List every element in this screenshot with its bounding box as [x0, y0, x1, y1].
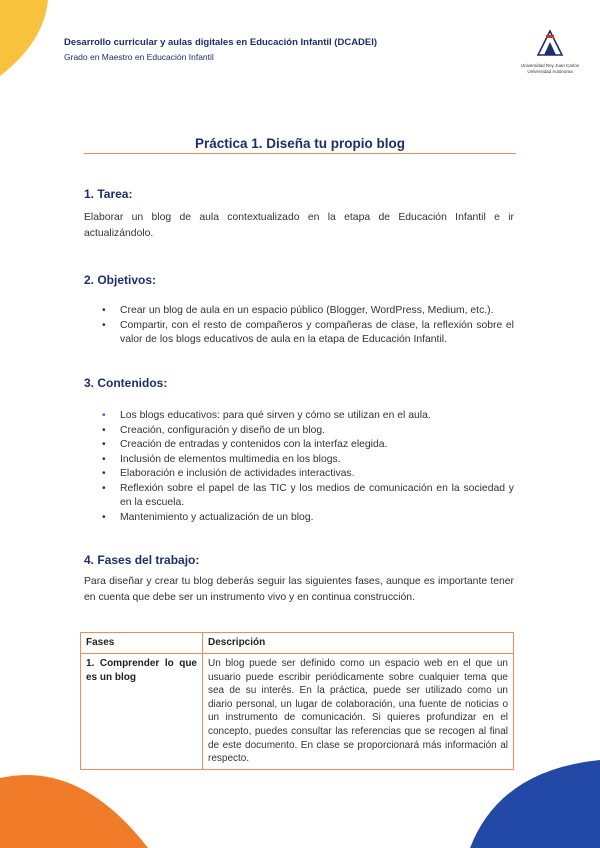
list-item: • Reflexión sobre el papel de las TIC y los medios de comunicación en la sociedad y en la escuela. [84, 482, 514, 511]
university-logo [520, 28, 580, 75]
top-left-decoration [0, 0, 60, 80]
header-program-title: Desarrollo curricular y aulas digitales en Educación Infantil (DCADEI) [64, 37, 378, 48]
table-header-row [81, 633, 514, 654]
tarea-text: Elaborar un blog de aula contextualizado en la etapa de Educación Infantil e ir actualizándolo. [84, 212, 514, 239]
title-underline [84, 153, 516, 154]
section-heading-tarea: 1. Tarea: [84, 187, 133, 201]
list-item: • Crear un blog de aula en un espacio público (Blogger, WordPress, Medium, etc.). [84, 304, 514, 319]
list-item: • Creación de entradas y contenidos con la interfaz elegida. [84, 438, 514, 453]
logo-text-line-2: Universidad Autónoma [527, 69, 573, 74]
section-heading-contenidos: 3. Contenidos: [84, 376, 168, 390]
table-row [81, 654, 514, 770]
list-item: • Mantenimiento y actualización de un blog. [84, 511, 514, 526]
bottom-right-decoration [430, 760, 600, 848]
list-item: • Los blogs educativos: para qué sirven y cómo se utilizan en el aula. [84, 409, 514, 424]
section-heading-fases: 4. Fases del trabajo: [84, 553, 200, 567]
document-title: Práctica 1. Diseña tu propio blog [194, 136, 406, 151]
header-degree-title: Grado en Maestro en Educación Infantil [64, 52, 214, 62]
contenidos-list [84, 409, 514, 525]
bottom-left-decoration [0, 768, 160, 848]
list-item: • Inclusión de elementos multimedia en los blogs. [84, 453, 514, 468]
table-header-fases: Fases [81, 633, 203, 654]
list-item: • Creación, configuración y diseño de un blog. [84, 424, 514, 439]
university-logo-mark [535, 28, 565, 58]
table-header-descripcion: Descripción [203, 633, 514, 654]
table-cell-description: Un blog puede ser definido como un espacio web en el que un usuario puede escribir periódicamente sobre cualquier tema que sea de su interés. En la práctica, puede ser utilizado como un diario personal, un lugar de colaboración, una fuente de noticias o un instrumento de comunicación. Si quieres profundizar en el concepto, puedes consultar las referencias que se recogen al final de este documento. En clase se proporcionará más información al respecto. [203, 654, 514, 770]
fases-table [80, 632, 514, 770]
logo-text-line-1: Universidad Rey Juan Carlos [520, 63, 580, 68]
list-item: • Compartir, con el resto de compañeros y compañeras de clase, la reflexión sobre el valor de los blogs educativos de aula en la etapa de Educación Infantil. [84, 319, 514, 348]
list-item: • Elaboración e inclusión de actividades interactivas. [84, 467, 514, 482]
table-cell-phase: 1. Comprender lo que es un blog [81, 654, 203, 770]
objetivos-list [84, 304, 514, 348]
fases-intro: Para diseñar y crear tu blog deberás seguir las siguientes fases, aunque es importante tener en cuenta que debe ser un instrumento vivo y en continua construcción. [84, 576, 514, 603]
section-heading-objetivos: 2. Objetivos: [84, 273, 157, 287]
